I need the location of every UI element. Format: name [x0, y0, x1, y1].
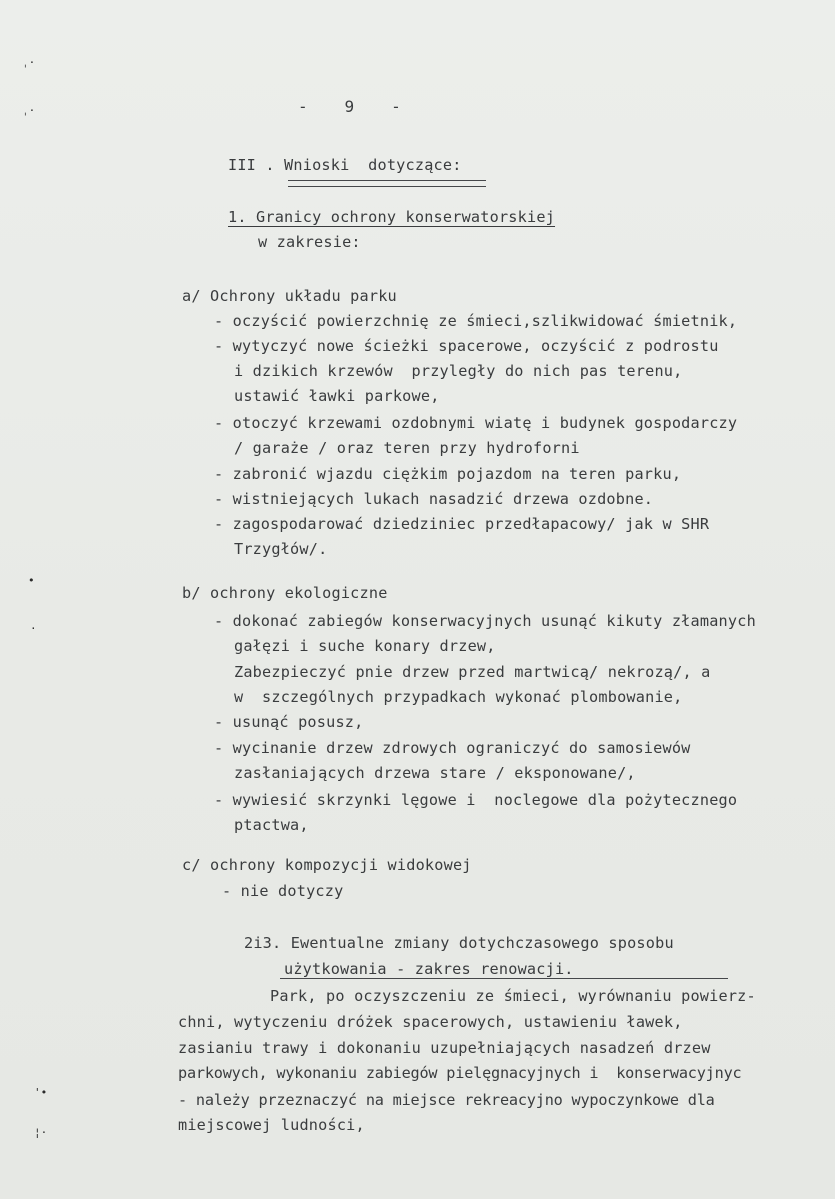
section-a-line: i dzikich krzewów przyległy do nich pas terenu, [234, 362, 683, 380]
section-b-line: Zabezpieczyć pnie drzew przed martwicą/ nekrozą/, a [234, 663, 711, 681]
section-b-line: w szczególnych przypadkach wykonać plombowanie, [234, 688, 683, 706]
subheading-rule [280, 978, 728, 979]
section-b-line: - wycinanie drzew zdrowych ograniczyć do samosiewów [214, 739, 691, 757]
margin-mark: ˌ· [22, 104, 36, 117]
section-a-heading: a/ Ochrony układu parku [182, 287, 397, 305]
section-a-line: / garaże / oraz teren przy hydroforni [234, 439, 580, 457]
section-a-line: ustawić ławki parkowe, [234, 387, 440, 405]
paragraph-line: parkowych, wykonaniu zabiegów pielęgnacyjnych i konserwacyjnyc [178, 1064, 742, 1082]
section-c-heading: c/ ochrony kompozycji widokowej [182, 856, 472, 874]
section-a-line: - wistniejących lukach nasadzić drzewa ozdobne. [214, 490, 654, 508]
page-number: - 9 - [298, 97, 403, 116]
paragraph-line: Park, po oczyszczeniu ze śmieci, wyrównaniu powierz- [270, 987, 756, 1005]
section-b-line: - dokonać zabiegów konserwacyjnych usunąć kikuty złamanych [214, 612, 756, 630]
section-a-line: - wytyczyć nowe ścieżki spacerowe, oczyścić z podrostu [214, 337, 719, 355]
section-a-line: - oczyścić powierzchnię ze śmieci,szlikwidować śmietnik, [214, 312, 738, 330]
paragraph-line: miejscowej ludności, [178, 1116, 365, 1134]
title-double-underline [288, 180, 486, 187]
section-a-line: - zagospodarować dziedziniec przedłapacowy/ jak w SHR [214, 515, 710, 533]
margin-mark: ¦· [34, 1126, 48, 1139]
section-c-line: - nie dotyczy [222, 882, 344, 900]
paragraph-line: zasianiu trawy i dokonaniu uzupełniających nasadzeń drzew [178, 1039, 711, 1057]
item23-heading: 2i3. Ewentualne zmiany dotychczasowego sposobu [244, 934, 674, 952]
section-b-line: gałęzi i suche konary drzew, [234, 637, 496, 655]
item1-subheading: w zakresie: [258, 233, 361, 251]
item1-heading: 1. Granicy ochrony konserwatorskiej [228, 208, 556, 226]
section-title: III . Wnioski dotyczące: [228, 156, 462, 174]
section-a-line: - otoczyć krzewami ozdobnymi wiatę i budynek gospodarczy [214, 414, 738, 432]
margin-mark: ˌ· [22, 56, 36, 69]
paragraph-line: chni, wytyczeniu dróżek spacerowych, ustawieniu ławek, [178, 1013, 683, 1031]
margin-mark: · [30, 622, 37, 635]
section-b-line: - wywiesić skrzynki lęgowe i noclegowe dla pożytecznego [214, 791, 738, 809]
margin-mark: '• [34, 1086, 48, 1099]
section-b-heading: b/ ochrony ekologiczne [182, 584, 388, 602]
section-b-line: - usunąć posusz, [214, 713, 364, 731]
paragraph-line: - należy przeznaczyć na miejsce rekreacyjno wypoczynkowe dla [178, 1091, 715, 1109]
section-a-line: - zabronić wjazdu ciężkim pojazdom na teren parku, [214, 465, 682, 483]
margin-mark: • [28, 574, 35, 587]
section-a-line: Trzygłów/. [234, 540, 328, 558]
item23-subheading: użytkowania - zakres renowacji. [284, 960, 574, 978]
section-b-line: zasłaniających drzewa stare / eksponowane/, [234, 764, 636, 782]
section-b-line: ptactwa, [234, 816, 309, 834]
